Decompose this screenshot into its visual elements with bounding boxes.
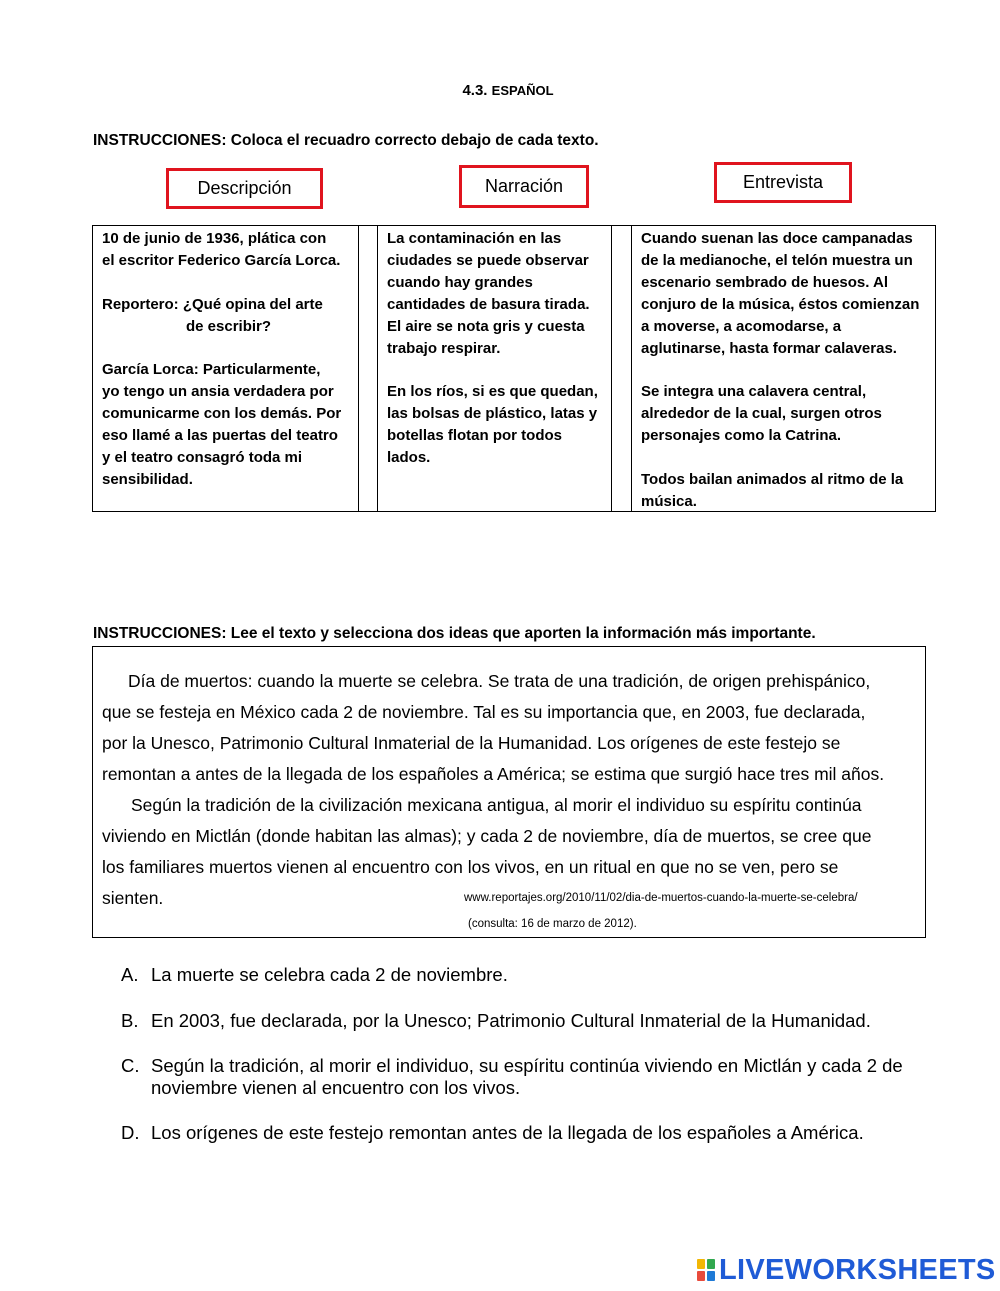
logo-block bbox=[707, 1259, 715, 1269]
reading-line: remontan a antes de la llegada de los españoles a América; se estima que surgió hace tres mil años. bbox=[102, 764, 885, 784]
option-d[interactable] bbox=[121, 1122, 931, 1144]
section-number: 4.3. bbox=[462, 82, 488, 99]
reading-line: sienten. bbox=[102, 888, 164, 908]
logo-block bbox=[697, 1259, 705, 1269]
reading-line: Según la tradición de la civilización mexicana antigua, al morir el individuo su espíritu continúa bbox=[131, 795, 862, 815]
option-a[interactable] bbox=[121, 964, 931, 986]
column-divider bbox=[631, 226, 632, 511]
reading-line: los familiares muertos vienen al encuentro con los vivos, en un ritual en que no se ven, pero se bbox=[102, 857, 839, 877]
column-divider bbox=[377, 226, 378, 511]
reading-line: viviendo en Mictlán (donde habitan las almas); y cada 2 de noviembre, día de muertos, se cree que bbox=[102, 826, 872, 846]
text-contaminacion: La contaminación en las ciudades se puede observar cuando hay grandes cantidades de basura tirada. El aire se nota gris y cuesta trabajo respirar. En los ríos, si es que quedan, las bolsas de plástico, latas y botellas flotan por todos lados. bbox=[387, 230, 598, 467]
logo-block bbox=[697, 1271, 705, 1281]
drag-label-narracion[interactable]: Narración bbox=[459, 165, 589, 208]
logo-text: LIVEWORKSHEETS bbox=[719, 1253, 996, 1286]
section-title bbox=[0, 82, 1000, 99]
option-text: Según la tradición, al morir el individuo, su espíritu continúa viviendo en Mictlán y cada 2 de noviembre vienen al encuentro con los vivos. bbox=[151, 1055, 903, 1098]
text-calaveras: Cuando suenan las doce campanadas de la medianoche, el telón muestra un escenario sembrado de huesos. Al conjuro de la música, éstos comienzan a moverse, a acomodarse, a aglutinarse, hasta formar calaveras. Se integra una calavera central, alrededor de la cual, surgen otros personajes como la Catrina. Todos bailan animados al ritmo de la música. bbox=[641, 230, 920, 510]
option-text: La muerte se celebra cada 2 de noviembre. bbox=[151, 964, 508, 985]
reading-line: Día de muertos: cuando la muerte se celebra. Se trata de una tradición, de origen prehispánico, bbox=[128, 671, 871, 691]
drop-zone-1[interactable] bbox=[359, 226, 377, 511]
drag-label-entrevista[interactable]: Entrevista bbox=[714, 162, 852, 203]
instructions-part2: INSTRUCCIONES: Lee el texto y selecciona dos ideas que aporten la información más importante. bbox=[93, 625, 816, 642]
option-letter: B. bbox=[121, 1010, 139, 1031]
reading-passage bbox=[92, 646, 926, 938]
option-c[interactable] bbox=[121, 1055, 931, 1099]
reading-line: que se festeja en México cada 2 de noviembre. Tal es su importancia que, en 2003, fue declarada, bbox=[102, 702, 866, 722]
option-text: Los orígenes de este festejo remontan antes de la llegada de los españoles a América. bbox=[151, 1122, 864, 1143]
texts-table bbox=[92, 225, 936, 512]
drop-zone-2[interactable] bbox=[612, 226, 631, 511]
instructions-part1: INSTRUCCIONES: Coloca el recuadro correcto debajo de cada texto. bbox=[93, 132, 599, 149]
liveworksheets-logo bbox=[697, 1253, 996, 1287]
reading-line: por la Unesco, Patrimonio Cultural Inmaterial de la Humanidad. Los orígenes de este festejo se bbox=[102, 733, 841, 753]
option-letter: C. bbox=[121, 1055, 140, 1076]
logo-block bbox=[707, 1271, 715, 1281]
option-text: En 2003, fue declarada, por la Unesco; Patrimonio Cultural Inmaterial de la Humanidad. bbox=[151, 1010, 871, 1031]
source-date: (consulta: 16 de marzo de 2012). bbox=[468, 918, 637, 930]
logo-blocks-icon bbox=[697, 1259, 715, 1281]
section-name: ESPAÑOL bbox=[491, 83, 554, 98]
option-letter: A. bbox=[121, 964, 139, 985]
text-entrevista-lorca: 10 de junio de 1936, plática con el escritor Federico García Lorca. Reportero: ¿Qué opina del arte de escribir? García Lorca: Particularmente, yo tengo un ansia verdadera por comunicarme con los demás. Por eso llamé a las puertas del teatro y el teatro consagró toda mi sensibilidad. bbox=[102, 230, 342, 488]
option-b[interactable] bbox=[121, 1010, 931, 1032]
drag-label-descripcion[interactable]: Descripción bbox=[166, 168, 323, 209]
source-url: www.reportajes.org/2010/11/02/dia-de-muertos-cuando-la-muerte-se-celebra/ bbox=[464, 892, 858, 904]
option-letter: D. bbox=[121, 1122, 140, 1143]
